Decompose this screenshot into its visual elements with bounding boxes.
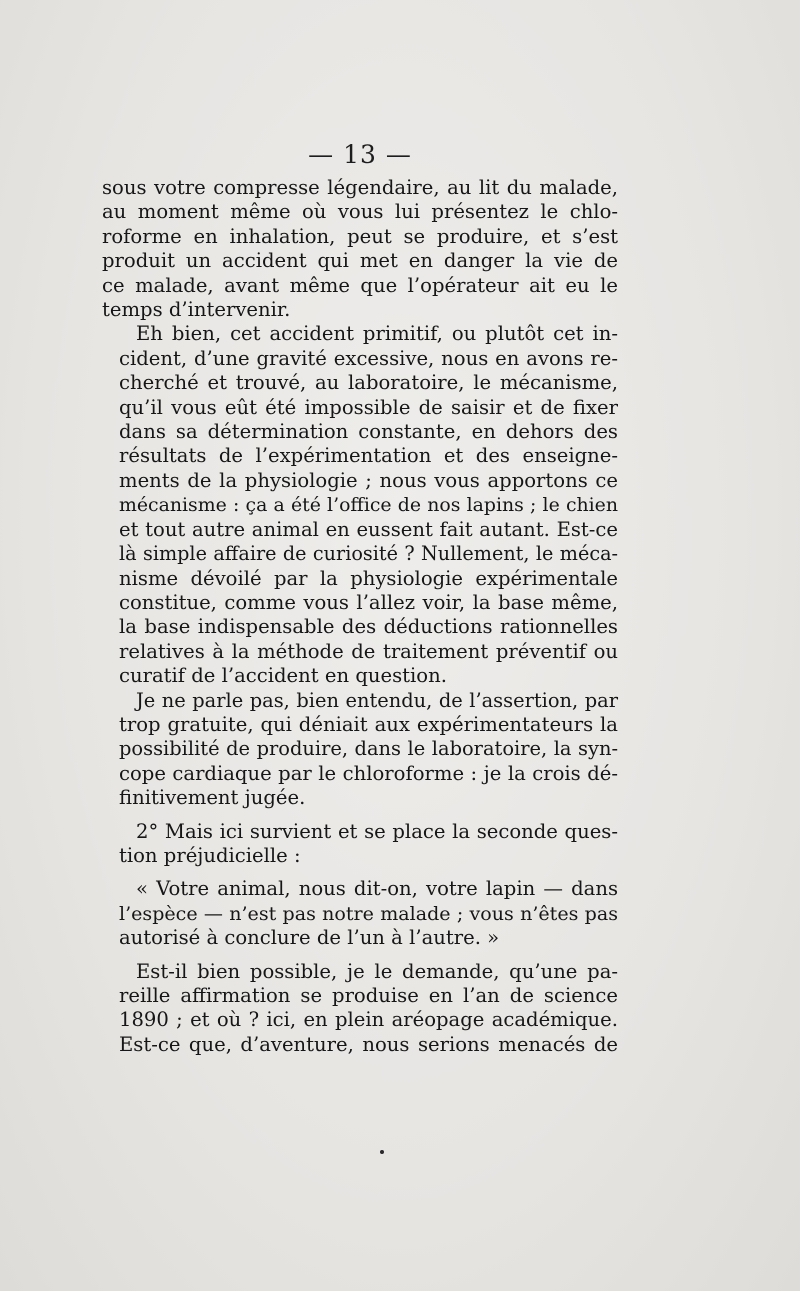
text-line: ments de la physiologie ; nous vous apportons ce: [119, 468, 618, 492]
text-line: Est-il bien possible, je le demande, qu’une pa-: [136, 959, 618, 983]
text-line: Je ne parle pas, bien entendu, de l’assertion, par: [136, 688, 618, 712]
text-line: cident, d’une gravité excessive, nous en avons re-: [119, 346, 618, 370]
text-line: 1890 ; et où ? ici, en plein aréopage académique.: [119, 1008, 618, 1032]
text-line: dans sa détermination constante, en dehors des: [119, 420, 618, 444]
text-line: résultats de l’expérimentation et des enseigne-: [119, 444, 618, 468]
text-line: et tout autre animal en eussent fait autant. Est-ce: [119, 517, 618, 541]
text-line: possibilité de produire, dans le laboratoire, la syn-: [119, 737, 618, 761]
text-line: roforme en inhalation, peut se produire, et s’est: [102, 224, 618, 248]
text-line: l’espèce — n’est pas notre malade ; vous n’êtes pas: [119, 902, 618, 925]
text-line: au moment même où vous lui présentez le chlo-: [102, 200, 618, 224]
text-line: sous votre compresse légendaire, au lit du malade,: [102, 176, 618, 199]
paragraph-4: [102, 820, 618, 869]
text-line: trop gratuite, qui déniait aux expérimentateurs la: [119, 712, 618, 736]
paragraph-2: [102, 322, 618, 688]
page-number: — 13 —: [308, 140, 412, 169]
ink-speck: [380, 1150, 384, 1154]
text-line: finitivement jugée.: [119, 786, 306, 810]
text-line: mécanisme : ça a été l’office de nos lapins ; le chien: [119, 494, 618, 517]
paragraph-6: [102, 960, 618, 1058]
paragraph-5: [102, 877, 618, 950]
text-line: autorisé à conclure de l’un à l’autre. »: [119, 926, 500, 950]
paragraph-1: [102, 176, 618, 322]
text-line: produit un accident qui met en danger la vie de: [102, 249, 618, 273]
body-text: [102, 176, 618, 1057]
text-line: reille affirmation se produise en l’an de science: [119, 984, 618, 1007]
text-line: ce malade, avant même que l’opérateur ait eu le: [102, 273, 618, 297]
text-line: la base indispensable des déductions rationnelles: [119, 615, 618, 639]
text-line: relatives à la méthode de traitement préventif ou: [119, 639, 618, 663]
text-line: tion préjudicielle :: [119, 843, 301, 867]
text-line: cope cardiaque par le chloroforme : je la crois dé-: [119, 761, 618, 785]
text-line: qu’il vous eût été impossible de saisir et de fixer: [119, 395, 618, 419]
text-line: Est-ce que, d’aventure, nous serions menacés de: [119, 1032, 618, 1056]
text-line: 2° Mais ici survient et se place la seconde ques-: [136, 819, 618, 843]
text-line: là simple affaire de curiosité ? Nullement, le méca-: [119, 542, 618, 566]
text-line: nisme dévoilé par la physiologie expérimentale: [119, 566, 618, 590]
text-line: constitue, comme vous l’allez voir, la base même,: [119, 590, 618, 614]
paragraph-3: [102, 689, 618, 811]
text-line: temps d’intervenir.: [102, 298, 291, 322]
text-line: cherché et trouvé, au laboratoire, le mécanisme,: [119, 371, 618, 395]
text-line: Eh bien, cet accident primitif, ou plutôt cet in-: [136, 322, 618, 346]
text-line: curatif de l’accident en question.: [119, 664, 447, 688]
text-line: « Votre animal, nous dit-on, votre lapin — dans: [136, 877, 618, 901]
